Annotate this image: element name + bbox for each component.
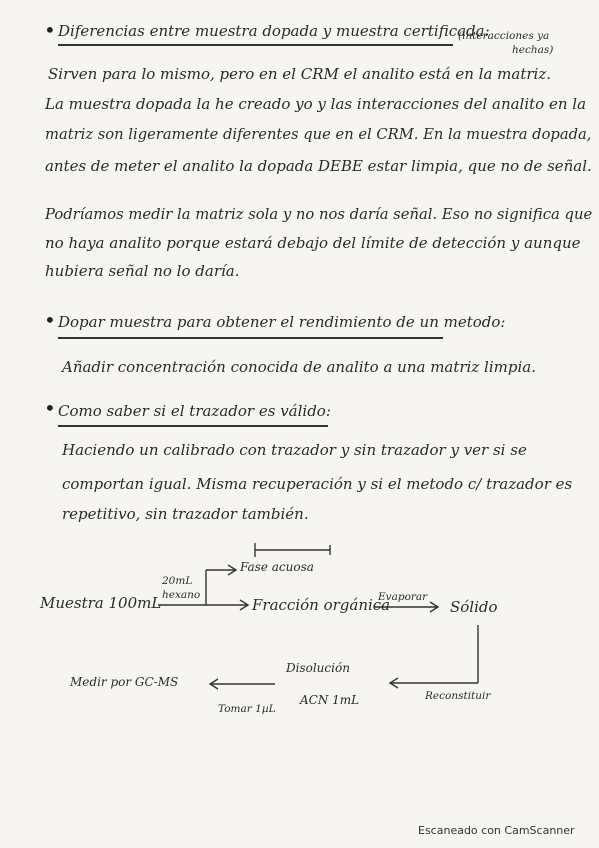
text-line: La muestra dopada la he creado yo y las interacciones del analito en la [45,95,587,113]
scanner-watermark: Escaneado con CamScanner [418,824,575,837]
text-line: matriz son ligeramente diferentes que en el CRM. En la muestra dopada, [45,125,592,143]
bullet-icon: • [44,396,56,420]
text-line: Podríamos medir la matriz sola y no nos daría señal. Eso no significa que [45,205,593,223]
text-line: comportan igual. Misma recuperación y si el metodo c/ trazador es [62,475,573,493]
arrow-left-icon [210,679,275,689]
flow-label-reconstituir: Reconstituir [425,690,491,702]
flow-label-tomar: Tomar 1µL [218,703,276,715]
flow-node-solido: Sólido [450,598,498,616]
flow-node-medir: Medir por GC-MS [70,675,179,689]
bullet-icon: • [44,18,56,42]
section-heading-dopar: Dopar muestra para obtener el rendimiento de un metodo: [58,313,506,331]
scale-bar-icon [255,543,330,557]
flow-reagent-bottom: hexano [162,589,201,601]
flow-node-acn: ACN 1mL [300,693,360,707]
flow-reagent-top: 20mL [162,575,193,587]
branch-arrow-icon [206,565,236,605]
side-note-line1: (interacciones ya [458,30,550,42]
bullet-icon: • [44,308,56,332]
side-note-line2: hechas) [512,44,554,56]
section-heading-trazador: Como saber si el trazador es válido: [58,402,331,420]
flow-label-evaporar: Evaporar [378,591,428,603]
section-heading-diferencias: Diferencias entre muestra dopada y muestra certificada: [58,22,490,40]
text-line: Sirven para lo mismo, pero en el CRM el analito está en la matriz. [48,65,552,83]
text-line: antes de meter el analito la dopada DEBE estar limpia, que no de señal. [45,157,592,175]
flow-node-disolucion: Disolución [286,661,350,675]
flow-node-muestra: Muestra 100mL [40,594,162,612]
arrow-down-left-icon [390,625,478,688]
flow-node-organica: Fracción orgánica [252,596,391,614]
text-line: Haciendo un calibrado con trazador y sin trazador y ver si se [62,441,527,459]
text-line: no haya analito porque estará debajo del límite de detección y aunque [45,234,581,252]
text-line: repetitivo, sin trazador también. [62,505,309,523]
text-line: hubiera señal no lo daría. [45,262,240,280]
arrow-right-icon [158,600,248,610]
flow-node-acuosa: Fase acuosa [240,560,314,574]
text-line: Añadir concentración conocida de analito a una matriz limpia. [62,358,536,376]
